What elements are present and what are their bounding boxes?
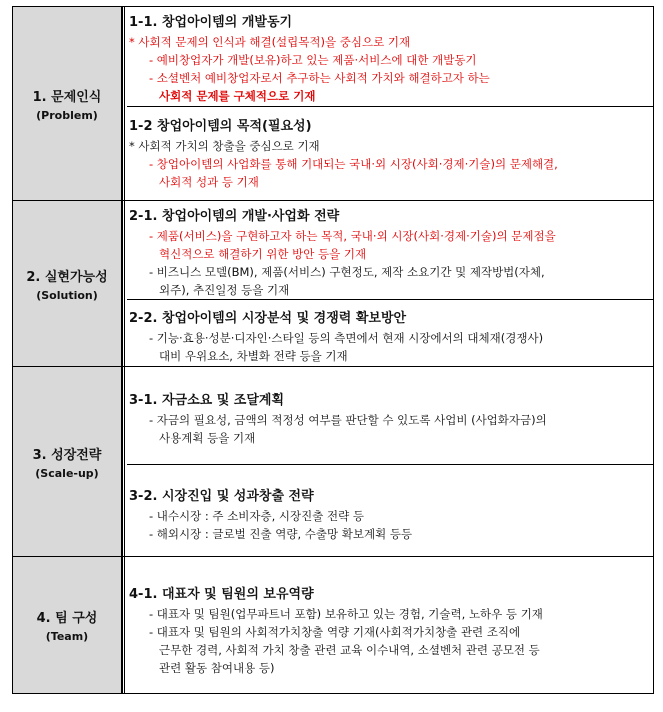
section-subtitle: (Team): [45, 630, 89, 643]
text-line: - 예비창업자가 개발(보유)하고 있는 제품·서비스에 대한 개발동기: [149, 53, 477, 67]
subsection-heading: 3-1. 자금소요 및 조달계획: [129, 393, 285, 408]
section-subtitle: (Scale-up): [35, 466, 99, 480]
subsection-heading: 3-2. 시장진입 및 성과창출 전략: [129, 489, 314, 504]
subsection-heading: 2-2. 창업아이템의 시장분석 및 경쟁력 확보방안: [129, 311, 407, 326]
subsection-heading: 2-1. 창업아이템의 개발·사업화 전략: [129, 209, 340, 224]
section-label: [13, 201, 122, 366]
double-divider: [122, 557, 125, 693]
double-divider: [122, 201, 125, 366]
section-content: [127, 557, 653, 693]
text-line: - 대표자 및 팀원의 사회적가치창출 역량 기재(사회적가치창출 관련 조직에: [149, 625, 521, 639]
text-line: 대비 우위요소, 차별화 전략 등을 기재: [159, 349, 348, 363]
text-line: 사회적 문제를 구체적으로 기재: [159, 89, 316, 103]
section-title: 2. 실현가능성: [26, 269, 108, 285]
section-team: [13, 557, 653, 693]
text-line: - 내수시장 : 주 소비자층, 시장진출 전략 등: [149, 509, 365, 523]
text-line: - 기능·효용·성분·디자인·스타일 등의 측면에서 현재 시장에서의 대체재(경쟁사): [149, 331, 544, 345]
subsection-heading: 1-2 창업아이템의 목적(필요성): [129, 119, 312, 134]
subsection: [127, 303, 653, 365]
section-content: [127, 7, 653, 200]
section-label: [13, 367, 122, 556]
text-line: - 대표자 및 팀원(업무파트너 포함) 보유하고 있는 경험, 기술력, 노하우 등 기재: [149, 607, 543, 621]
text-line: * 사회적 문제의 인식과 해결(설립목적)을 중심으로 기재: [129, 35, 411, 49]
text-line: 사회적 성과 등 기재: [159, 175, 259, 189]
text-line: 혁신적으로 해결하기 위한 방안 등을 기재: [159, 247, 367, 261]
section-subtitle: (Solution): [36, 288, 98, 302]
text-line: 외주), 추진일정 등을 기재: [159, 283, 290, 297]
text-line: - 비즈니스 모델(BM), 제품(서비스) 구현정도, 제작 소요기간 및 제작방법(자체,: [149, 265, 545, 279]
text-line: 관련 활동 참여내용 등): [159, 661, 275, 675]
section-content: [127, 201, 653, 366]
subsection: [127, 385, 653, 447]
text-line: * 사회적 가치의 창출을 중심으로 기재: [129, 139, 320, 153]
section-solution: [13, 201, 653, 366]
subsection: [127, 201, 653, 299]
subsection-heading: 4-1. 대표자 및 팀원의 보유역량: [129, 587, 314, 602]
section-scaleup: [13, 367, 653, 556]
section-content: [127, 367, 653, 556]
subsection: [127, 481, 653, 543]
text-line: - 자금의 필요성, 금액의 적정성 여부를 판단할 수 있도록 사업비 (사업화자금)의: [149, 413, 547, 427]
subsection: [127, 7, 653, 106]
text-line: 사용계획 등을 기재: [159, 431, 256, 445]
row-divider: [127, 464, 653, 465]
section-title: 3. 성장전략: [32, 447, 102, 463]
section-problem: [13, 7, 653, 200]
row-divider: [127, 106, 653, 107]
double-divider: [122, 367, 125, 556]
section-title: 1. 문제인식: [32, 89, 102, 105]
section-label: [13, 557, 122, 693]
text-line: - 제품(서비스)을 구현하고자 하는 목적, 국내·외 시장(사회·경제·기술)의 문제점을: [149, 229, 556, 243]
row-divider: [127, 299, 653, 300]
subsection-heading: 1-1. 창업아이템의 개발동기: [129, 15, 293, 30]
text-line: - 해외시장 : 글로벌 진출 역량, 수출망 확보계획 등등: [149, 527, 413, 541]
section-title: 4. 팀 구성: [36, 611, 98, 626]
section-subtitle: (Problem): [36, 108, 98, 122]
business-plan-table: [12, 6, 654, 694]
section-label: [13, 7, 122, 200]
subsection: [127, 111, 653, 191]
double-divider: [122, 7, 125, 200]
subsection: [127, 579, 653, 677]
text-line: - 창업아이템의 사업화를 통해 기대되는 국내·외 시장(사회·경제·기술)의 문제해결,: [149, 157, 558, 171]
text-line: - 소셜벤처 예비창업자로서 추구하는 사회적 가치와 해결하고자 하는: [149, 71, 490, 85]
text-line: 근무한 경력, 사회적 가치 창출 관련 교육 이수내역, 소셜벤처 관련 공모전 등: [159, 643, 540, 657]
